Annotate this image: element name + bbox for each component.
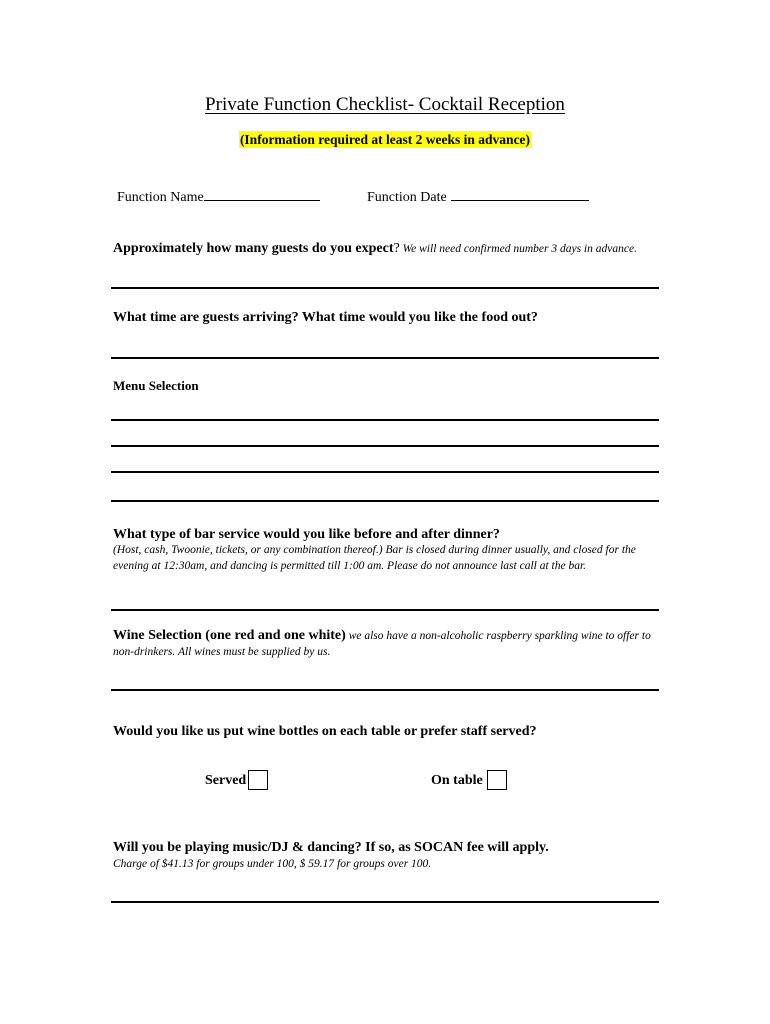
on-table-option[interactable] xyxy=(431,770,507,790)
function-name-blank[interactable] xyxy=(204,187,320,201)
served-label: Served xyxy=(205,773,247,788)
wine-service-question: Would you like us put wine bottles on each table or prefer staff served? xyxy=(113,724,537,739)
bar-service-note: (Host, cash, Twoonie, tickets, or any combination thereof.) Bar is closed during dinner usually, and closed for the evening at 12:30am, and dancing is permitted till 1:00 am. Please do not announce last call at the bar. xyxy=(113,544,636,572)
guests-question: Approximately how many guests do you expect? We will need confirmed number 3 days in advance. xyxy=(113,241,637,256)
music-question: Will you be playing music/DJ & dancing? If so, as SOCAN fee will apply. xyxy=(113,840,549,855)
bar-service-question: What type of bar service would you like before and after dinner? xyxy=(113,527,500,542)
socan-fee-note: Charge of $41.13 for groups under 100, $ 59.17 for groups over 100. xyxy=(113,858,432,870)
menu-selection-label: Menu Selection xyxy=(113,378,199,393)
bar-service-answer-line[interactable] xyxy=(111,609,659,611)
arrival-time-answer-line[interactable] xyxy=(111,357,659,359)
menu-answer-line[interactable] xyxy=(111,445,659,447)
menu-answer-line[interactable] xyxy=(111,471,659,473)
function-name-label: Function Name xyxy=(117,190,204,205)
page-title: Private Function Checklist- Cocktail Reception xyxy=(205,94,565,115)
arrival-time-question: What time are guests arriving? What time would you like the food out? xyxy=(113,310,538,325)
on-table-checkbox[interactable] xyxy=(487,770,507,790)
menu-answer-line[interactable] xyxy=(111,419,659,421)
function-name-field[interactable] xyxy=(117,187,320,206)
guests-answer-line[interactable] xyxy=(111,287,659,289)
advance-notice: (Information required at least 2 weeks in advance) xyxy=(239,132,531,147)
served-option[interactable] xyxy=(205,770,268,790)
music-answer-line[interactable] xyxy=(111,901,659,903)
function-date-blank[interactable] xyxy=(451,187,589,201)
function-date-field[interactable] xyxy=(367,187,589,206)
wine-selection-question: Wine Selection (one red and one white) we also have a non-alcoholic raspberry sparkling wine to offer to non-drinkers. All wines must be supplied by us. xyxy=(113,628,651,658)
on-table-label: On table xyxy=(431,773,483,788)
menu-answer-line[interactable] xyxy=(111,500,659,502)
served-checkbox[interactable] xyxy=(248,770,268,790)
function-date-label: Function Date xyxy=(367,190,447,205)
wine-answer-line[interactable] xyxy=(111,689,659,691)
